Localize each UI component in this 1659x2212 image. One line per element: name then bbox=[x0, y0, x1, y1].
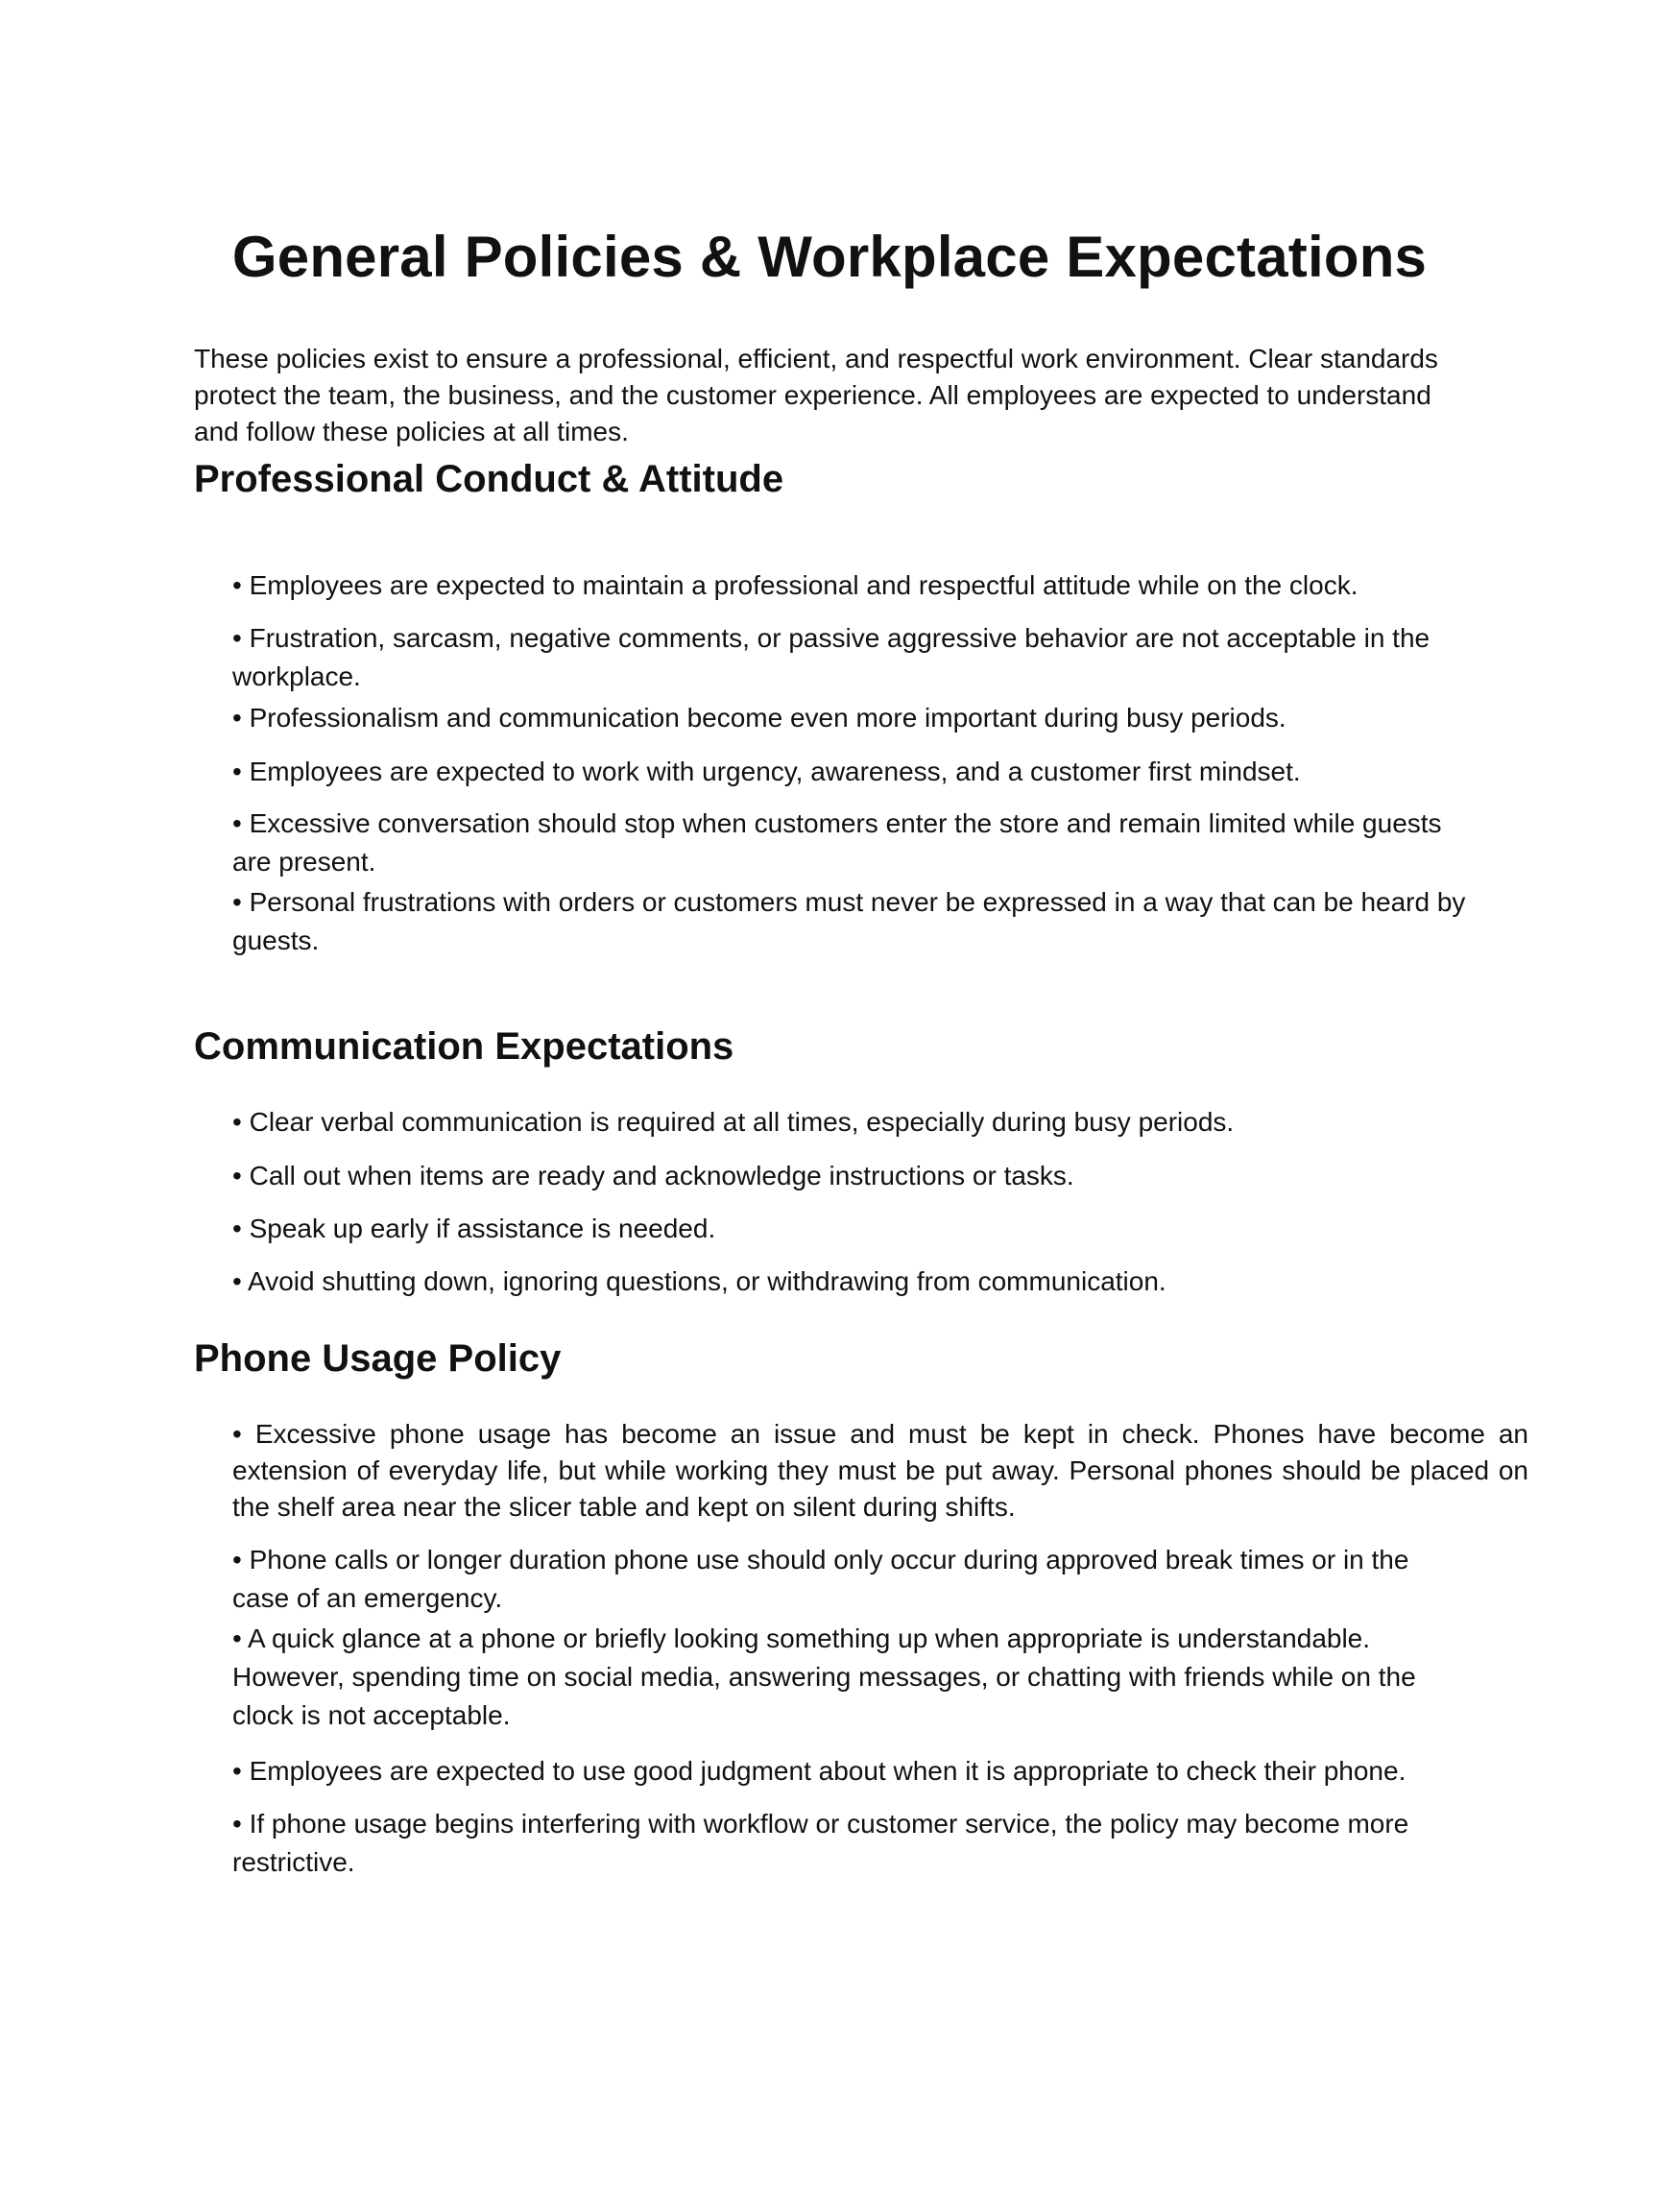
bullet-marker: • bbox=[232, 1214, 242, 1243]
bullet-marker: • bbox=[232, 1809, 242, 1839]
list-item-text: Phone calls or longer duration phone use should only occur during approved break times or in the case of an emergency. bbox=[232, 1545, 1409, 1613]
bullet-marker: • bbox=[232, 1161, 242, 1190]
list-item bbox=[232, 566, 1471, 605]
intro-paragraph: These policies exist to ensure a professional, efficient, and respectful work environment. Clear standards protect the team, the business, and the customer experience. All employees are expected to understand and follow these policies at all times. bbox=[194, 344, 1438, 446]
section-heading-communication: Communication Expectations bbox=[194, 1025, 734, 1068]
list-item bbox=[232, 753, 1471, 791]
section-heading-professional-conduct: Professional Conduct & Attitude bbox=[194, 458, 784, 500]
list-item bbox=[232, 1805, 1471, 1882]
list-item-text: Clear verbal communication is required at all times, especially during busy periods. bbox=[249, 1107, 1235, 1137]
list-item bbox=[232, 1752, 1471, 1791]
list-item-text: Professionalism and communication become even more important during busy periods. bbox=[249, 703, 1286, 733]
bullet-marker: • bbox=[232, 1107, 242, 1137]
bullet-marker: • bbox=[232, 808, 242, 838]
list-item bbox=[232, 1541, 1471, 1618]
bullet-marker: • bbox=[232, 570, 242, 600]
bullet-marker: • bbox=[232, 623, 242, 653]
list-item bbox=[232, 699, 1471, 737]
list-item-text: Call out when items are ready and acknowledge instructions or tasks. bbox=[249, 1161, 1074, 1190]
list-item-text: Excessive phone usage has become an issue and must be kept in check. Phones have become an extension of everyday life, but while working they must be put away. Personal phones should be placed on the shelf area near the slicer table and kept on silent during shifts. bbox=[232, 1419, 1529, 1522]
list-item-text: Employees are expected to maintain a professional and respectful attitude while on the clock. bbox=[249, 570, 1358, 600]
bullet-marker: • bbox=[232, 1419, 242, 1449]
list-item-text: Frustration, sarcasm, negative comments, or passive aggressive behavior are not acceptable in the workplace. bbox=[232, 623, 1431, 691]
list-item-text: Employees are expected to work with urgency, awareness, and a customer first mindset. bbox=[249, 757, 1301, 786]
list-item bbox=[232, 1620, 1471, 1735]
list-item bbox=[232, 1103, 1471, 1142]
section-heading-phone-usage: Phone Usage Policy bbox=[194, 1337, 562, 1380]
bullet-marker: • bbox=[232, 757, 242, 786]
list-item bbox=[232, 883, 1471, 960]
bullet-marker: • bbox=[232, 887, 242, 917]
list-item bbox=[232, 805, 1471, 881]
list-item bbox=[232, 1210, 1471, 1248]
bullet-marker: • bbox=[232, 703, 242, 733]
list-item bbox=[232, 1262, 1471, 1301]
list-item bbox=[232, 1157, 1471, 1195]
list-item-text: A quick glance at a phone or briefly looking something up when appropriate is understandable. However, spending time on social media, answering messages, or chatting with friends while on the clock is not acceptable. bbox=[232, 1623, 1416, 1730]
list-item-text: Personal frustrations with orders or customers must never be expressed in a way that can be heard by guests. bbox=[232, 887, 1466, 955]
list-item-text: Employees are expected to use good judgment about when it is appropriate to check their phone. bbox=[249, 1756, 1407, 1786]
list-item bbox=[232, 619, 1471, 696]
page-title: General Policies & Workplace Expectations bbox=[231, 225, 1428, 289]
list-item-text: Excessive conversation should stop when customers enter the store and remain limited while guests are present. bbox=[232, 808, 1442, 877]
bullet-marker: • bbox=[232, 1623, 242, 1653]
list-item bbox=[232, 1416, 1528, 1526]
bullet-marker: • bbox=[232, 1756, 242, 1786]
bullet-marker: • bbox=[232, 1545, 242, 1575]
list-item-text: Avoid shutting down, ignoring questions, or withdrawing from communication. bbox=[248, 1266, 1166, 1296]
list-item-text: If phone usage begins interfering with workflow or customer service, the policy may become more restrictive. bbox=[232, 1809, 1409, 1877]
bullet-marker: • bbox=[232, 1266, 242, 1296]
list-item-text: Speak up early if assistance is needed. bbox=[249, 1214, 716, 1243]
